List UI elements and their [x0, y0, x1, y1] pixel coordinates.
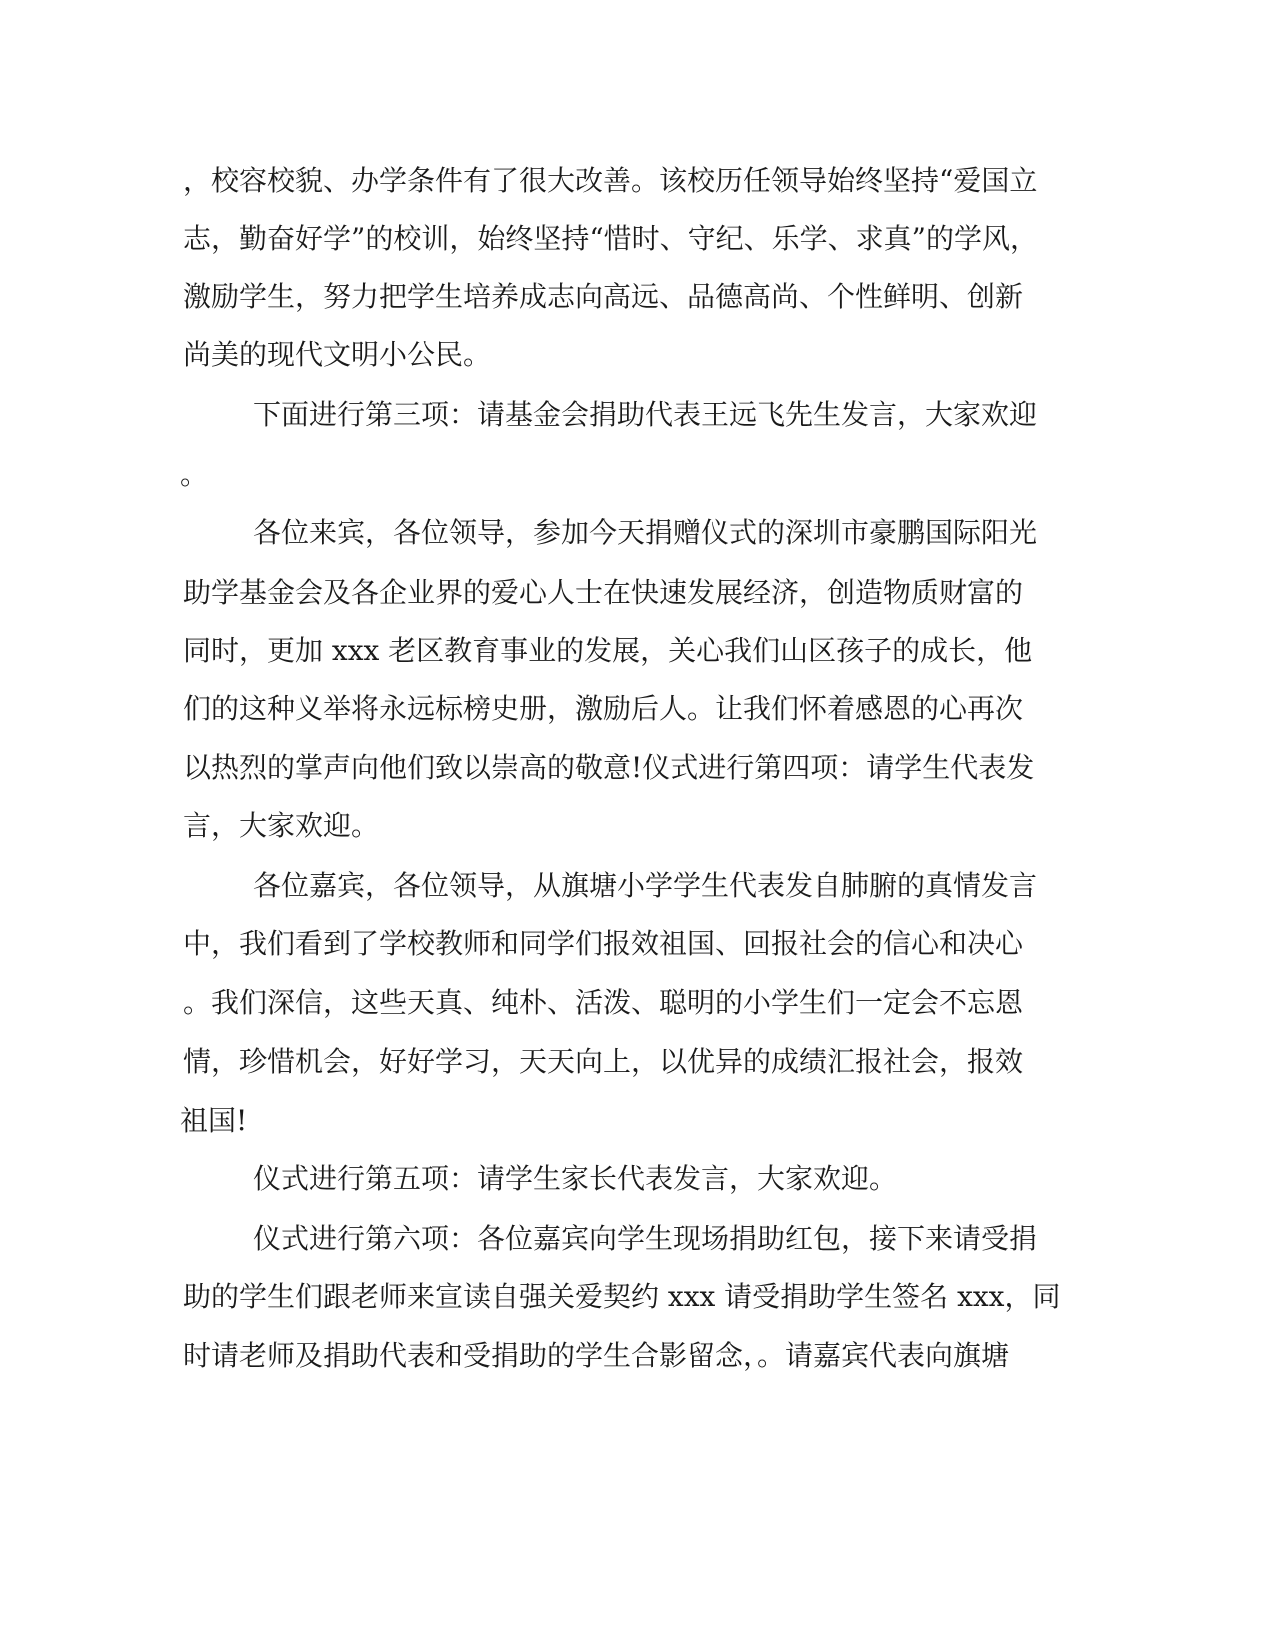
text-line: 。: [180, 458, 209, 491]
text-line: 各位来宾，各位领导，参加今天捐赠仪式的深圳市豪鹏国际阳光: [253, 516, 1038, 549]
text-line: 。我们深信，这些天真、纯朴、活泼、聪明的小学生们一定会不忘恩: [183, 986, 1024, 1019]
text-line: ，校容校貌、办学条件有了很大改善。该校历任领导始终坚持“爱国立: [183, 164, 1038, 197]
text-line: 激励学生，努力把学生培养成志向高远、品德高尚、个性鲜明、创新: [183, 280, 1024, 313]
text-line: 们的这种义举将永远标榜史册，激励后人。让我们怀着感恩的心再次: [183, 692, 1024, 725]
text-line: 以热烈的掌声向他们致以崇高的敬意!仪式进行第四项：请学生代表发: [183, 751, 1035, 784]
text-line: 助学基金会及各企业界的爱心人士在快速发展经济，创造物质财富的: [183, 576, 1024, 609]
text-line: 志，勤奋好学”的校训，始终坚持“惜时、守纪、乐学、求真”的学风，: [183, 222, 1038, 255]
text-line: 下面进行第三项：请基金会捐助代表王远飞先生发言，大家欢迎: [253, 398, 1038, 431]
text-line: 仪式进行第五项：请学生家长代表发言，大家欢迎。: [253, 1162, 898, 1195]
text-line: 各位嘉宾，各位领导，从旗塘小学学生代表发自肺腑的真情发言: [253, 869, 1038, 902]
text-line: 情，珍惜机会，好好学习，天天向上，以优异的成绩汇报社会，报效: [183, 1045, 1024, 1078]
text-line: 时请老师及捐助代表和受捐助的学生合影留念，。请嘉宾代表向旗塘: [183, 1339, 1010, 1372]
text-line: 仪式进行第六项：各位嘉宾向学生现场捐助红包，接下来请受捐: [253, 1222, 1038, 1255]
text-line: 言，大家欢迎。: [183, 809, 380, 842]
text-line: 同时，更加 xxx 老区教育事业的发展，关心我们山区孩子的成长，他: [183, 634, 1033, 667]
text-line: 尚美的现代文明小公民。: [183, 338, 492, 371]
text-line: 祖国!: [180, 1104, 248, 1137]
text-line: 中，我们看到了学校教师和同学们报效祖国、回报社会的信心和决心: [183, 927, 1024, 960]
text-line: 助的学生们跟老师来宣读自强关爱契约 xxx 请受捐助学生签名 xxx，同: [183, 1280, 1061, 1313]
